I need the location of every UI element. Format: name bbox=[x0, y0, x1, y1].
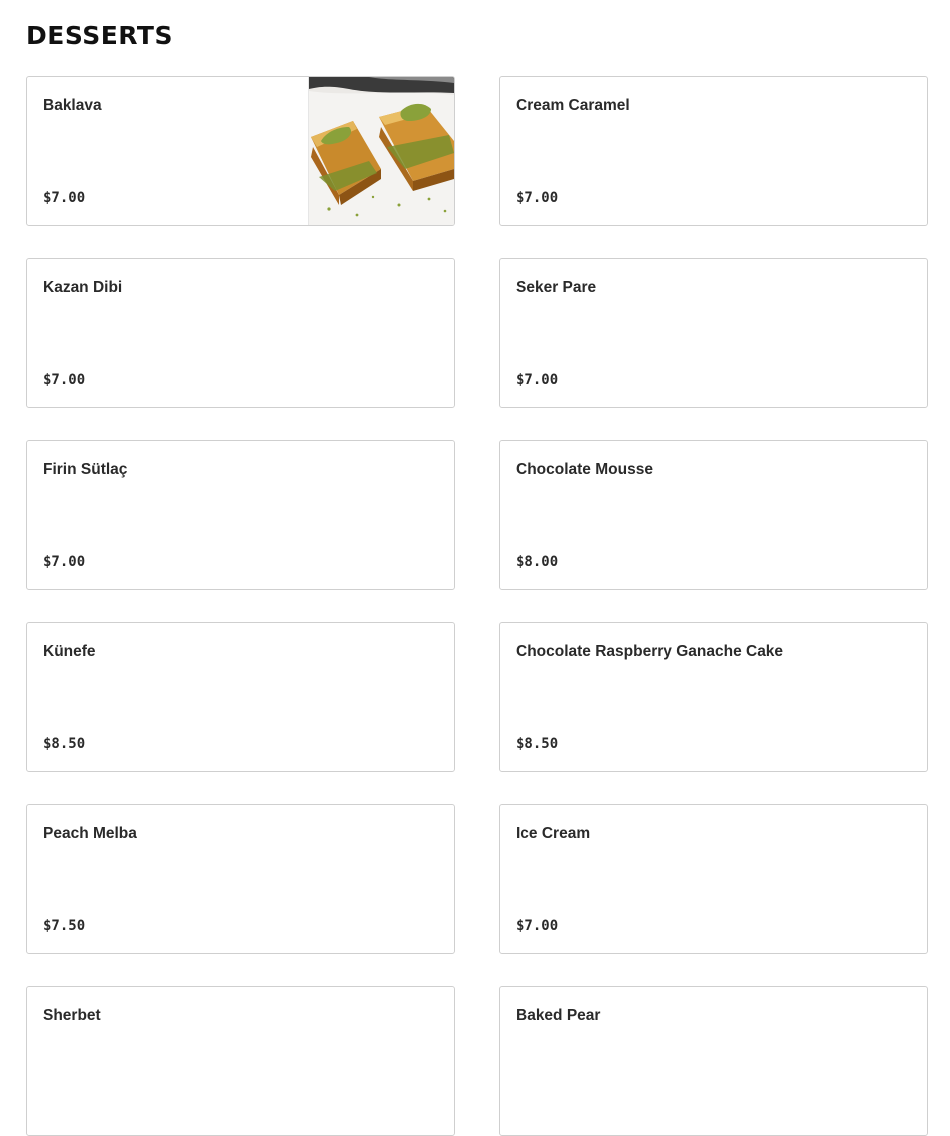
menu-item-name: Kazan Dibi bbox=[43, 279, 123, 296]
menu-item-card[interactable] bbox=[26, 622, 455, 772]
menu-item-name: Peach Melba bbox=[43, 825, 137, 842]
menu-item-price: $8.00 bbox=[516, 554, 559, 570]
menu-item-card[interactable] bbox=[26, 440, 455, 590]
menu-item-card[interactable] bbox=[499, 622, 928, 772]
menu-item-name: Baked Pear bbox=[516, 1007, 601, 1024]
menu-item-card[interactable] bbox=[26, 986, 455, 1136]
section-title: DESSERTS bbox=[26, 21, 173, 50]
menu-item-card[interactable] bbox=[26, 258, 455, 408]
menu-item-card[interactable] bbox=[26, 76, 455, 226]
menu-item-name: Künefe bbox=[43, 643, 96, 660]
menu-items-grid bbox=[26, 76, 928, 1136]
menu-item-price: $8.50 bbox=[516, 736, 559, 752]
menu-item-name: Chocolate Raspberry Ganache Cake bbox=[516, 643, 784, 660]
menu-item-price: $7.00 bbox=[43, 554, 86, 570]
menu-item-name: Cream Caramel bbox=[516, 97, 630, 114]
menu-item-card[interactable] bbox=[499, 804, 928, 954]
menu-item-card[interactable] bbox=[499, 258, 928, 408]
menu-item-name: Sherbet bbox=[43, 1007, 101, 1024]
menu-item-card[interactable] bbox=[499, 76, 928, 226]
menu-item-price: $8.50 bbox=[43, 736, 86, 752]
menu-item-price: $7.00 bbox=[516, 372, 559, 388]
menu-item-card[interactable] bbox=[499, 986, 928, 1136]
menu-item-price: $7.00 bbox=[516, 190, 559, 206]
menu-item-price: $7.50 bbox=[43, 918, 86, 934]
menu-item-name: Chocolate Mousse bbox=[516, 461, 653, 478]
menu-item-price: $7.00 bbox=[43, 190, 86, 206]
baklava-photo bbox=[308, 77, 454, 225]
menu-item-name: Firin Sütlaç bbox=[43, 461, 128, 478]
menu-item-name: Baklava bbox=[43, 97, 102, 114]
menu-item-name: Seker Pare bbox=[516, 279, 597, 296]
menu-item-price: $7.00 bbox=[43, 372, 86, 388]
menu-item-card[interactable] bbox=[26, 804, 455, 954]
menu-item-price: $7.00 bbox=[516, 918, 559, 934]
menu-item-name: Ice Cream bbox=[516, 825, 591, 842]
menu-item-card[interactable] bbox=[499, 440, 928, 590]
